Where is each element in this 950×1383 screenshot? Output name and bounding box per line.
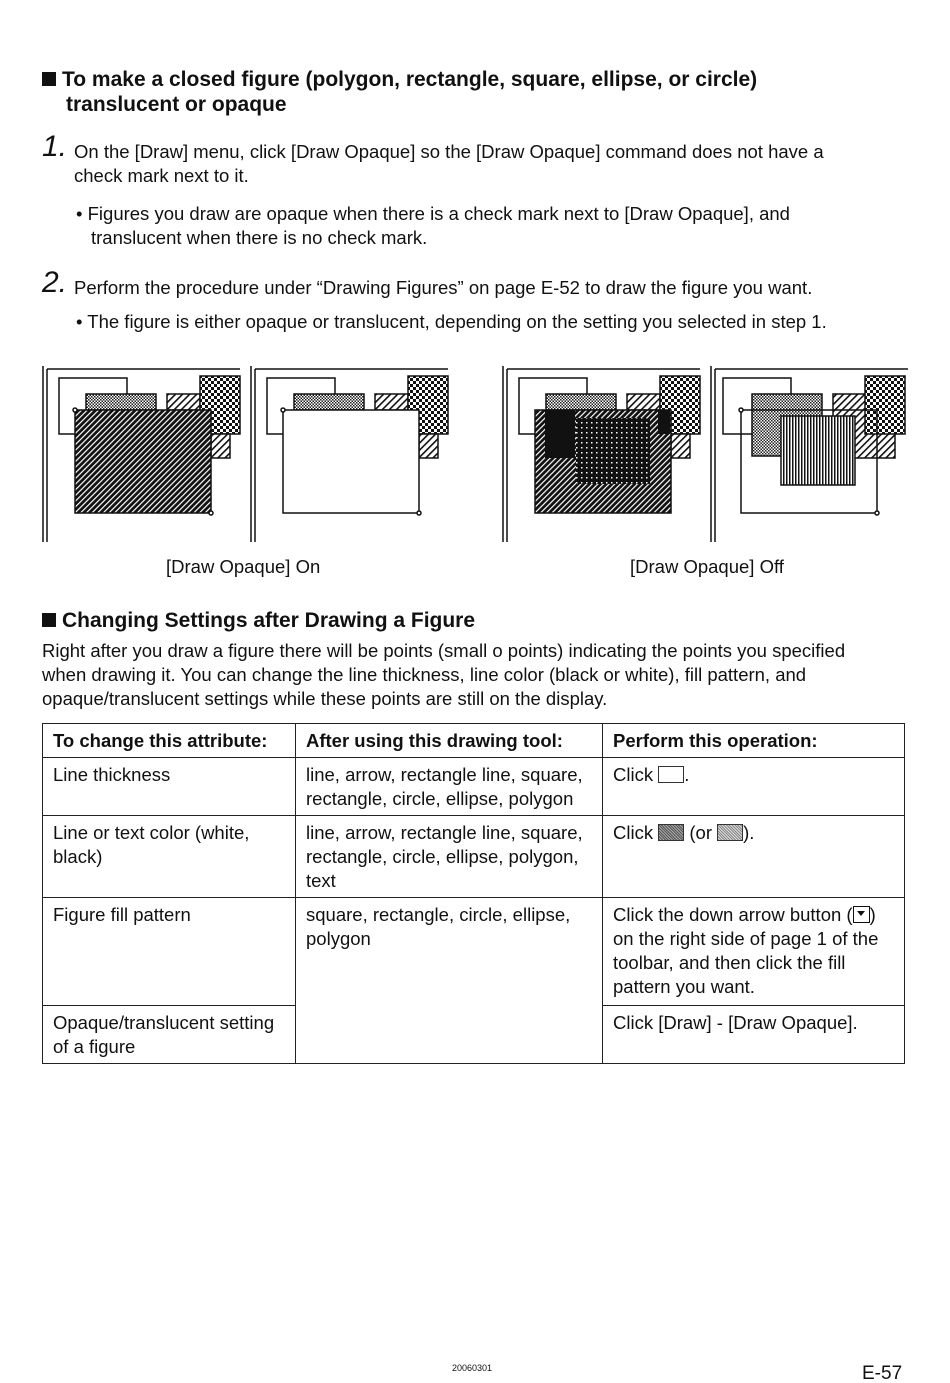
heading-line: translucent or opaque bbox=[66, 93, 287, 116]
square-bullet-icon bbox=[42, 72, 56, 86]
settings-paragraph bbox=[42, 639, 845, 711]
text: ). bbox=[743, 822, 755, 843]
step-2-bullet: • The figure is either opaque or translucent, depending on the setting you selected in step 1. bbox=[76, 311, 827, 332]
step-number: 1. bbox=[42, 130, 68, 163]
attribute-cell: Figure fill pattern bbox=[43, 898, 296, 1006]
caption-opaque-on: [Draw Opaque] On bbox=[166, 556, 321, 577]
figure-opaque-off-after bbox=[708, 366, 913, 542]
text-line: On the [Draw] menu, click [Draw Opaque] so the [Draw Opaque] command does not have a bbox=[74, 141, 824, 162]
figure-opaque-off-before bbox=[500, 366, 705, 542]
heading-text: Changing Settings after Drawing a Figure bbox=[62, 609, 476, 632]
page-number: E-57 bbox=[862, 1363, 903, 1383]
text-line: Right after you draw a figure there will be points (small o points) indicating the points you specified bbox=[42, 640, 846, 661]
table-header-row bbox=[43, 724, 905, 758]
print-code: 20060301 bbox=[452, 1363, 493, 1373]
square-bullet-icon bbox=[42, 613, 56, 627]
attribute-cell: Opaque/translucent setting of a figure bbox=[43, 1006, 296, 1064]
operation-cell bbox=[603, 816, 905, 898]
text-line: check mark next to it. bbox=[74, 165, 249, 186]
column-header: After using this drawing tool: bbox=[296, 724, 603, 758]
text: (or bbox=[689, 822, 712, 843]
step-1-text bbox=[74, 140, 824, 188]
tool-cell: line, arrow, rectangle line, square, rectangle, circle, ellipse, polygon bbox=[296, 758, 603, 816]
text: ) on the right side of page 1 of the toolbar, and then click the fill pattern you want. bbox=[613, 904, 879, 997]
black-line-color-icon bbox=[658, 824, 684, 841]
text-line: • Figures you draw are opaque when there is a check mark next to [Draw Opaque], and bbox=[76, 203, 790, 224]
text-line: opaque/translucent settings while these points are still on the display. bbox=[42, 688, 608, 709]
table-row bbox=[43, 758, 905, 816]
operation-cell bbox=[603, 758, 905, 816]
down-arrow-button-icon bbox=[853, 906, 870, 923]
text: Click bbox=[613, 764, 654, 785]
step-2-text: Perform the procedure under “Drawing Figures” on page E-52 to draw the figure you want. bbox=[74, 277, 813, 298]
operation-cell: Click [Draw] - [Draw Opaque]. bbox=[603, 1006, 905, 1064]
text: Click the down arrow button ( bbox=[613, 904, 853, 925]
section-heading-settings bbox=[42, 608, 475, 633]
tool-cell: line, arrow, rectangle line, square, rectangle, circle, ellipse, polygon, text bbox=[296, 816, 603, 898]
text-line: translucent when there is no check mark. bbox=[91, 227, 428, 248]
figure-opaque-on-after bbox=[248, 366, 453, 542]
line-thickness-icon bbox=[658, 766, 684, 783]
caption-opaque-off: [Draw Opaque] Off bbox=[630, 556, 784, 577]
step-number: 2. bbox=[42, 266, 68, 299]
column-header: Perform this operation: bbox=[603, 724, 905, 758]
tool-cell: square, rectangle, circle, ellipse, polygon bbox=[296, 898, 603, 1064]
attribute-cell: Line thickness bbox=[43, 758, 296, 816]
heading-line: To make a closed figure (polygon, rectangle, square, ellipse, or circle) bbox=[62, 68, 758, 91]
operation-cell bbox=[603, 898, 905, 1006]
column-header: To change this attribute: bbox=[43, 724, 296, 758]
table-row bbox=[43, 898, 905, 1006]
text: . bbox=[684, 764, 690, 785]
figure-opaque-on-before bbox=[40, 366, 245, 542]
section-heading-opacity bbox=[42, 67, 757, 117]
white-line-color-icon bbox=[717, 824, 743, 841]
settings-table bbox=[42, 723, 905, 1064]
step-1-bullet bbox=[76, 202, 790, 250]
attribute-cell: Line or text color (white, black) bbox=[43, 816, 296, 898]
table-row bbox=[43, 816, 905, 898]
text-line: when drawing it. You can change the line thickness, line color (black or white), fill pattern, and bbox=[42, 664, 807, 685]
text: Click bbox=[613, 822, 654, 843]
